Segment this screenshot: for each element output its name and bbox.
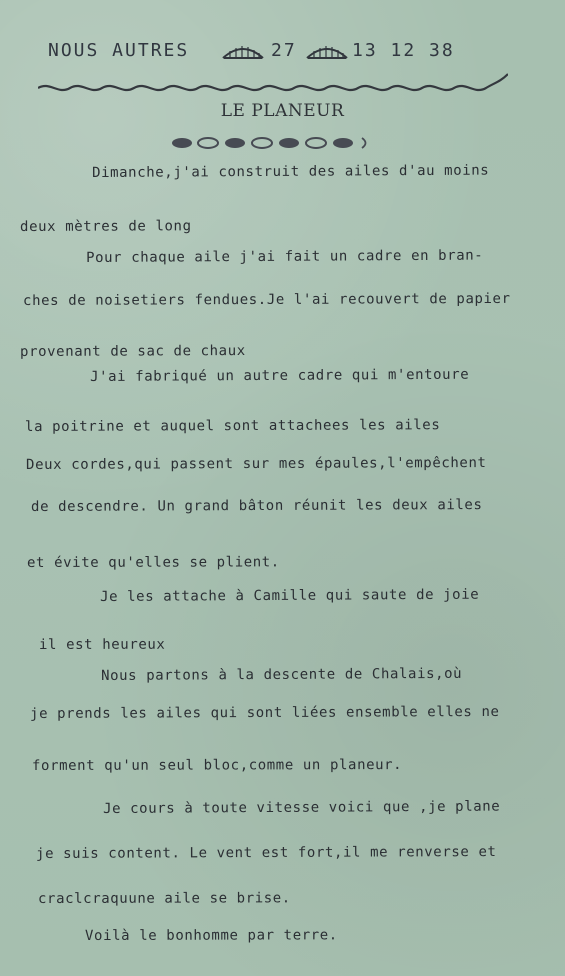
text-line: je prends les ailes qui sont liées ensemble elles ne xyxy=(30,703,500,722)
text-line: J'ai fabriqué un autre cadre qui m'entoure xyxy=(90,366,470,385)
header-date: 13 12 38 xyxy=(352,40,455,61)
text-line: deux mètres de long xyxy=(20,218,192,235)
document-title: LE PLANEUR xyxy=(220,101,345,121)
text-line: la poitrine et auquel sont attachees les ailes xyxy=(25,417,441,435)
text-line: de descendre. Un grand bâton réunit les deux ailes xyxy=(31,497,483,515)
text-line: Dimanche,j'ai construit des ailes d'au moins xyxy=(92,162,490,181)
header-title: NOUS AUTRES xyxy=(48,40,190,61)
text-line: ches de noisetiers fendues.Je l'ai recouvert de papier xyxy=(23,290,511,309)
text-line: Deux cordes,qui passent sur mes épaules,l'empêchent xyxy=(26,454,487,473)
text-line: forment qu'un seul bloc,comme un planeur. xyxy=(32,757,403,774)
text-line: craclcraquune aile se brise. xyxy=(38,890,291,907)
text-line: Je les attache à Camille qui saute de joie xyxy=(100,586,480,605)
page-number: 27 xyxy=(271,40,297,61)
text-line: Nous partons à la descente de Chalais,où xyxy=(101,665,463,684)
text-line: il est heureux xyxy=(39,636,166,653)
text-line: je suis content. Le vent est fort,il me renverse et xyxy=(36,843,497,862)
text-line: Je cours à toute vitesse voici que ,je plane xyxy=(103,798,501,817)
text-line: Pour chaque aile j'ai fait un cadre en bran- xyxy=(86,247,484,266)
text-line: provenant de sac de chaux xyxy=(20,343,246,360)
text-line: Voilà le bonhomme par terre. xyxy=(85,927,338,944)
text-line: et évite qu'elles se plient. xyxy=(27,554,280,571)
